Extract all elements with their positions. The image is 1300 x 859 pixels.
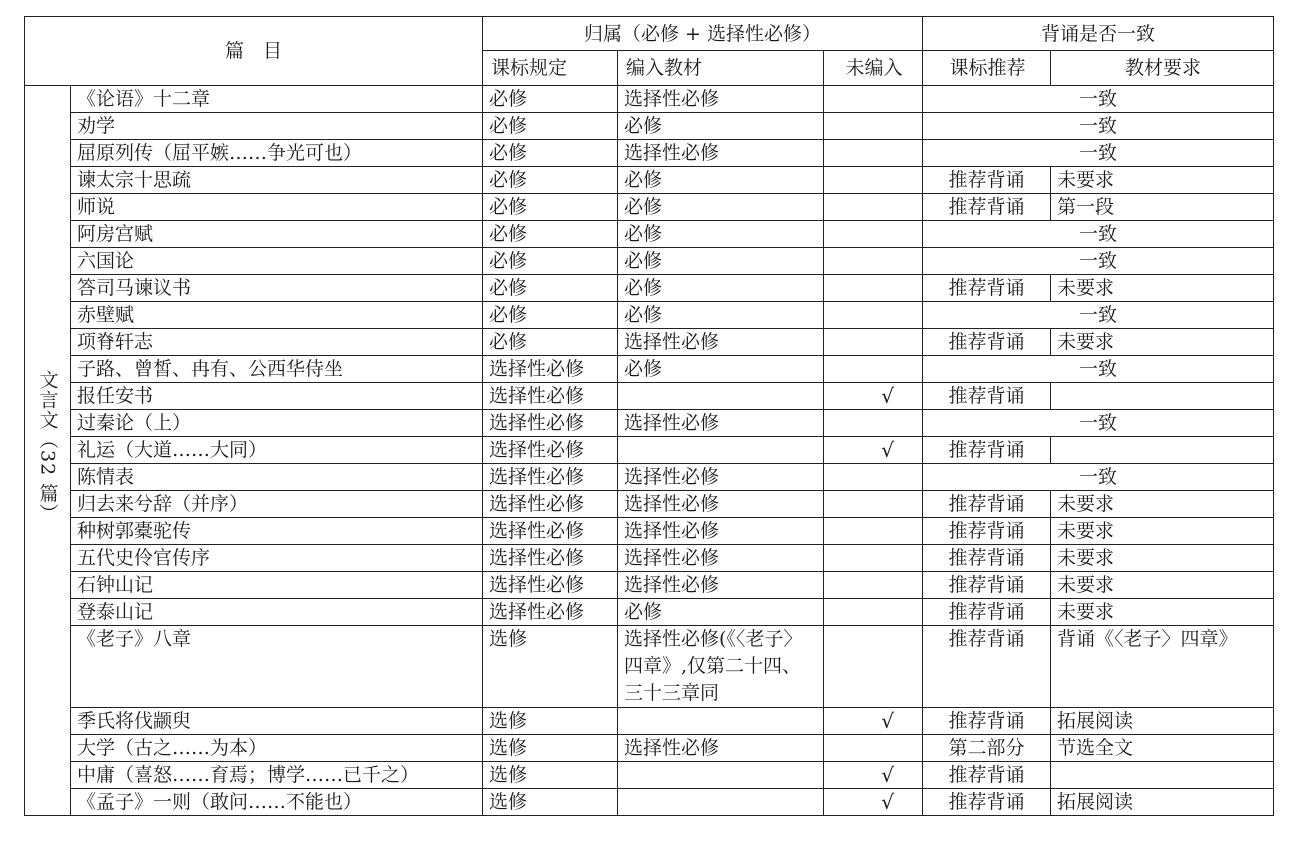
table-row (25, 167, 1274, 194)
title-cell: 屈原列传（屈平嫉……争光可也） (71, 140, 483, 167)
textbook-cell: 必修 (618, 221, 824, 248)
standard-cell: 选择性必修 (483, 437, 618, 464)
requirement-cell: 节选全文 (1051, 735, 1274, 762)
textbook-cell: 必修 (618, 167, 824, 194)
not-included-cell (824, 491, 923, 518)
header-textbook-requirement: 教材要求 (1051, 51, 1274, 86)
not-included-cell (824, 194, 923, 221)
header-recommended: 课标推荐 (923, 51, 1051, 86)
standard-cell: 选修 (483, 735, 618, 762)
table-row (25, 410, 1274, 437)
table-row (25, 518, 1274, 545)
consistency-cell: 一致 (923, 140, 1274, 167)
recommended-cell: 推荐背诵 (923, 572, 1051, 599)
title-cell: 阿房宫赋 (71, 221, 483, 248)
standard-cell: 选修 (483, 789, 618, 816)
standard-cell: 必修 (483, 275, 618, 302)
title-cell: 礼运（大道……大同） (71, 437, 483, 464)
standard-cell: 必修 (483, 248, 618, 275)
not-included-cell: √ (824, 708, 923, 735)
table-row (25, 113, 1274, 140)
textbook-cell: 选择性必修 (618, 140, 824, 167)
not-included-cell (824, 545, 923, 572)
title-cell: 答司马谏议书 (71, 275, 483, 302)
not-included-cell: √ (824, 383, 923, 410)
requirement-cell (1051, 762, 1274, 789)
consistency-cell: 一致 (923, 464, 1274, 491)
not-included-cell: √ (824, 789, 923, 816)
not-included-cell (824, 140, 923, 167)
not-included-cell (824, 221, 923, 248)
recommended-cell: 推荐背诵 (923, 762, 1051, 789)
title-cell: 谏太宗十思疏 (71, 167, 483, 194)
not-included-cell (824, 167, 923, 194)
table-row (25, 708, 1274, 735)
not-included-cell (824, 302, 923, 329)
title-column-header: 篇 目 (25, 17, 483, 86)
textbook-cell (618, 762, 824, 789)
header-not-included: 未编入 (824, 51, 923, 86)
standard-cell: 选修 (483, 708, 618, 735)
standard-cell: 选择性必修 (483, 518, 618, 545)
standard-cell: 选择性必修 (483, 572, 618, 599)
recommended-cell: 推荐背诵 (923, 383, 1051, 410)
consistency-cell: 一致 (923, 221, 1274, 248)
header-in-textbook: 编入教材 (618, 51, 824, 86)
title-cell: 五代史伶官传序 (71, 545, 483, 572)
textbook-cell: 必修 (618, 194, 824, 221)
recommended-cell: 推荐背诵 (923, 275, 1051, 302)
recommended-cell: 推荐背诵 (923, 518, 1051, 545)
title-cell: 六国论 (71, 248, 483, 275)
textbook-cell: 必修 (618, 248, 824, 275)
not-included-cell (824, 410, 923, 437)
table-row (25, 572, 1274, 599)
textbook-cell (618, 789, 824, 816)
table-row (25, 194, 1274, 221)
table-row (25, 437, 1274, 464)
not-included-cell (824, 464, 923, 491)
standard-cell: 必修 (483, 86, 618, 113)
requirement-cell: 第一段 (1051, 194, 1274, 221)
consistency-cell: 一致 (923, 410, 1274, 437)
requirement-cell: 拓展阅读 (1051, 789, 1274, 816)
standard-cell: 必修 (483, 329, 618, 356)
table-row (25, 599, 1274, 626)
standard-cell: 选择性必修 (483, 410, 618, 437)
requirement-cell: 未要求 (1051, 167, 1274, 194)
standard-cell: 必修 (483, 194, 618, 221)
not-included-cell (824, 275, 923, 302)
standard-cell: 必修 (483, 113, 618, 140)
table-row (25, 464, 1274, 491)
not-included-cell (824, 248, 923, 275)
standard-cell: 选择性必修 (483, 491, 618, 518)
recommended-cell: 推荐背诵 (923, 437, 1051, 464)
requirement-cell: 背诵《〈老子〉四章》 (1051, 626, 1274, 708)
requirement-cell: 未要求 (1051, 329, 1274, 356)
table-row (25, 248, 1274, 275)
table-row (25, 221, 1274, 248)
textbook-cell (618, 708, 824, 735)
not-included-cell (824, 86, 923, 113)
recitation-group-header: 背诵是否一致 (923, 17, 1274, 51)
table-row (25, 383, 1274, 410)
requirement-cell: 未要求 (1051, 518, 1274, 545)
title-cell: 子路、曾皙、冉有、公西华侍坐 (71, 356, 483, 383)
standard-cell: 必修 (483, 140, 618, 167)
textbook-cell: 选择性必修 (618, 735, 824, 762)
recommended-cell: 推荐背诵 (923, 167, 1051, 194)
attribution-group-header: 归属（必修 + 选择性必修） (483, 17, 923, 51)
title-cell: 过秦论（上） (71, 410, 483, 437)
not-included-cell: √ (824, 437, 923, 464)
textbook-cell: 选择性必修 (618, 86, 824, 113)
not-included-cell (824, 518, 923, 545)
recommended-cell: 推荐背诵 (923, 708, 1051, 735)
not-included-cell (824, 356, 923, 383)
title-cell: 劝学 (71, 113, 483, 140)
standard-cell: 选择性必修 (483, 383, 618, 410)
standard-cell: 选择性必修 (483, 464, 618, 491)
title-cell: 《孟子》一则（敢问……不能也） (71, 789, 483, 816)
not-included-cell (824, 572, 923, 599)
textbook-cell: 选择性必修 (618, 410, 824, 437)
category-cell (25, 86, 71, 816)
recommended-cell: 第二部分 (923, 735, 1051, 762)
title-cell: 《老子》八章 (71, 626, 483, 708)
requirement-cell: 未要求 (1051, 545, 1274, 572)
requirement-cell: 未要求 (1051, 599, 1274, 626)
textbook-cell (618, 383, 824, 410)
recommended-cell: 推荐背诵 (923, 491, 1051, 518)
title-cell: 陈情表 (71, 464, 483, 491)
table-row (25, 789, 1274, 816)
requirement-cell: 未要求 (1051, 491, 1274, 518)
title-cell: 中庸（喜怒……育焉；博学……已千之） (71, 762, 483, 789)
recommended-cell: 推荐背诵 (923, 626, 1051, 708)
table-row (25, 735, 1274, 762)
not-included-cell: √ (824, 762, 923, 789)
title-cell: 师说 (71, 194, 483, 221)
table-row (25, 275, 1274, 302)
textbook-cell: 必修 (618, 599, 824, 626)
table-row (25, 762, 1274, 789)
not-included-cell (824, 329, 923, 356)
not-included-cell (824, 599, 923, 626)
standard-cell: 选修 (483, 626, 618, 708)
standard-cell: 选择性必修 (483, 356, 618, 383)
title-cell: 《论语》十二章 (71, 86, 483, 113)
textbook-cell: 选择性必修 (618, 545, 824, 572)
table-row (25, 356, 1274, 383)
table-row (25, 626, 1274, 708)
table-row (25, 302, 1274, 329)
requirement-cell: 拓展阅读 (1051, 708, 1274, 735)
table-row (25, 86, 1274, 113)
textbook-cell: 选择性必修 (618, 518, 824, 545)
textbook-cell: 选择性必修(《〈老子〉四章》,仅第二十四、三十三章同 (618, 626, 824, 708)
title-cell: 登泰山记 (71, 599, 483, 626)
title-cell: 赤壁赋 (71, 302, 483, 329)
requirement-cell: 未要求 (1051, 275, 1274, 302)
textbook-cell: 选择性必修 (618, 464, 824, 491)
consistency-cell: 一致 (923, 302, 1274, 329)
title-cell: 报任安书 (71, 383, 483, 410)
title-cell: 种树郭橐驼传 (71, 518, 483, 545)
textbook-cell: 必修 (618, 356, 824, 383)
title-cell: 项脊轩志 (71, 329, 483, 356)
standard-cell: 必修 (483, 302, 618, 329)
category-label: 文言文（32 篇） (36, 370, 59, 524)
textbook-cell: 必修 (618, 275, 824, 302)
textbook-cell: 必修 (618, 113, 824, 140)
consistency-cell: 一致 (923, 356, 1274, 383)
recommended-cell: 推荐背诵 (923, 545, 1051, 572)
requirement-cell (1051, 383, 1274, 410)
not-included-cell (824, 735, 923, 762)
title-cell: 归去来兮辞（并序） (71, 491, 483, 518)
header-standard: 课标规定 (483, 51, 618, 86)
recommended-cell: 推荐背诵 (923, 789, 1051, 816)
not-included-cell (824, 113, 923, 140)
standard-cell: 选择性必修 (483, 599, 618, 626)
table-row (25, 491, 1274, 518)
curriculum-table (24, 16, 1274, 816)
textbook-cell (618, 437, 824, 464)
standard-cell: 必修 (483, 167, 618, 194)
table-body (25, 86, 1274, 816)
standard-cell: 必修 (483, 221, 618, 248)
title-cell: 季氏将伐颛臾 (71, 708, 483, 735)
textbook-cell: 选择性必修 (618, 572, 824, 599)
textbook-cell: 选择性必修 (618, 329, 824, 356)
title-cell: 大学（古之……为本） (71, 735, 483, 762)
table-row (25, 140, 1274, 167)
table-row (25, 545, 1274, 572)
recommended-cell: 推荐背诵 (923, 599, 1051, 626)
consistency-cell: 一致 (923, 248, 1274, 275)
not-included-cell (824, 626, 923, 708)
recommended-cell: 推荐背诵 (923, 329, 1051, 356)
standard-cell: 选修 (483, 762, 618, 789)
requirement-cell (1051, 437, 1274, 464)
textbook-cell: 必修 (618, 302, 824, 329)
title-cell: 石钟山记 (71, 572, 483, 599)
recommended-cell: 推荐背诵 (923, 194, 1051, 221)
consistency-cell: 一致 (923, 113, 1274, 140)
table-row (25, 329, 1274, 356)
consistency-cell: 一致 (923, 86, 1274, 113)
textbook-cell: 选择性必修 (618, 491, 824, 518)
standard-cell: 选择性必修 (483, 545, 618, 572)
requirement-cell: 未要求 (1051, 572, 1274, 599)
